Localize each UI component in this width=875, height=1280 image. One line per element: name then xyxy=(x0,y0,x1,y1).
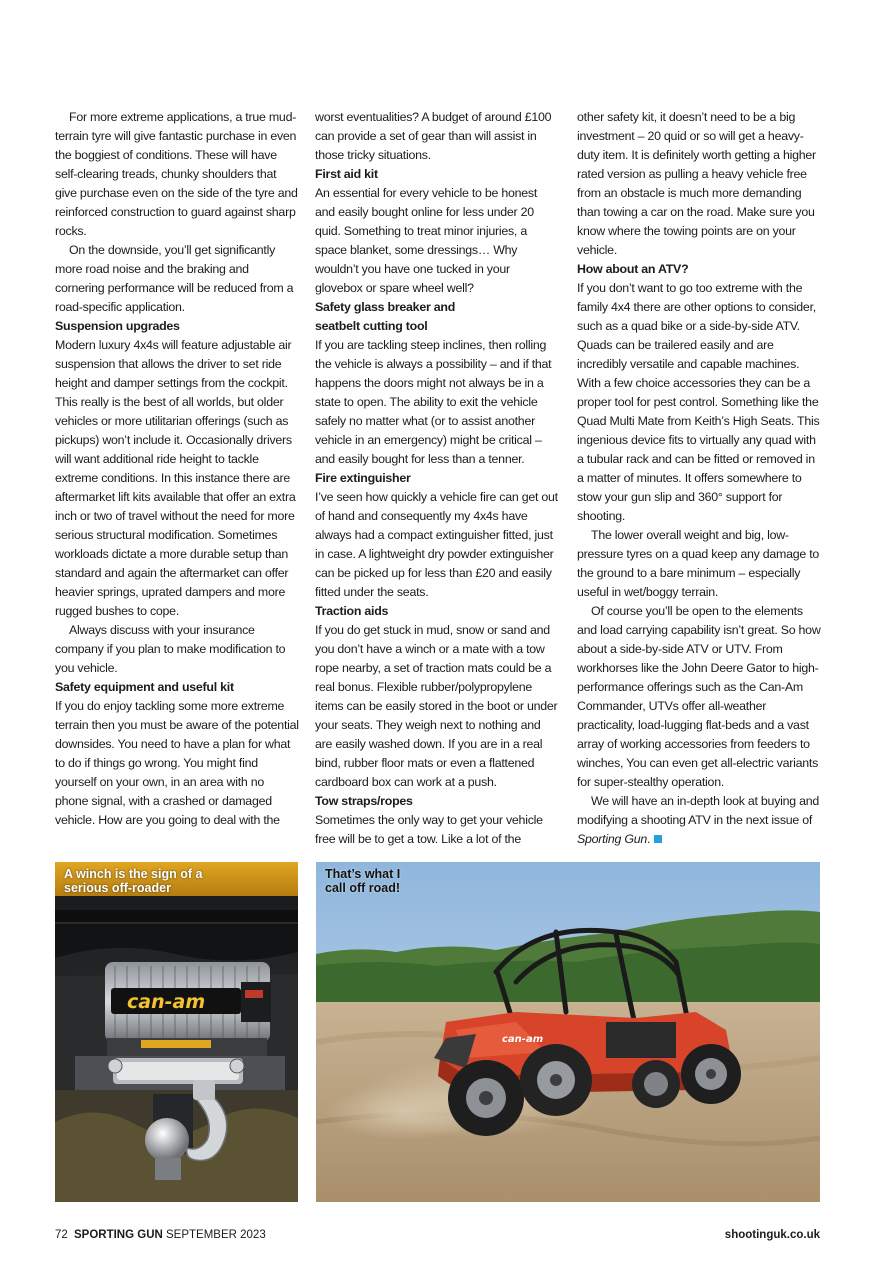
footer-issue-info xyxy=(55,1229,266,1241)
caption-line: That’s what I xyxy=(325,867,401,881)
brand-logo: can-am xyxy=(502,1034,544,1045)
paragraph: I’ve seen how quickly a vehicle fire can get out of hand and consequently my 4x4s have always had a compact extinguisher fitted, just in case. A lightweight dry powder extinguisher can be picked up for less than £20 and easily fitted under the seats. xyxy=(315,490,558,599)
photo-caption xyxy=(325,867,400,895)
text-run: . xyxy=(647,832,651,846)
magazine-name: SPORTING GUN xyxy=(74,1229,163,1241)
photo-caption xyxy=(64,867,202,895)
paragraph: An essential for every vehicle to be honest and easily bought online for less under 20 quid. Something to treat minor injuries, a space blanket, some dressings… Why wouldn’t you have one tucked in your glovebox or spare wheel well? xyxy=(315,186,538,295)
paragraph: If you don’t want to go too extreme with the family 4x4 there are other options to consider, such as a quad bike or a side-by-side ATV. Quads can be trailered easily and are incredibly versatile and capable machines. With a few choice accessories they can be a proper tool for pest control. Something like the Quad Multi Mate from Keith’s High Seats. This ingenious device fits to virtually any quad with a tubular rack and can be fitted or removed in a matter of minutes. It offers somewhere to stow your gun slip and 360° support for shooting. xyxy=(577,281,820,523)
paragraph: Modern luxury 4x4s will feature adjustable air suspension that allows the driver to set ride height and damper settings from the cockpit. This really is the best of all worlds, but older vehicles or more utilitarian offerings (such as pickups) won’t include it. Occasionally drivers will want additional ride height to tackle extreme conditions. In this instance there are aftermarket lift kits available that offer an extra inch or two of travel without the need for more serious structural modification. Sometimes workloads dictate a more durable setup than standard and again the aftermarket can offer heavier springs, uprated dampers and more rugged bushes to cope. xyxy=(55,338,296,618)
paragraph-final xyxy=(577,792,821,849)
paragraph: The lower overall weight and big, low-pressure tyres on a quad keep any damage to the ground to a bare minimum – especially useful in wet/boggy terrain. xyxy=(577,528,820,599)
article-column-2 xyxy=(315,108,559,849)
magazine-title: Sporting Gun xyxy=(577,832,648,846)
winch-photo xyxy=(55,862,298,1202)
winch-illustration xyxy=(55,862,298,1202)
section-heading: How about an ATV? xyxy=(577,262,689,276)
section-heading: Traction aids xyxy=(315,604,389,618)
paragraph: If you do enjoy tackling some more extreme terrain then you must be aware of the potential downsides. You need to have a plan for what to do if things go wrong. You might find yourself on your own, in an area with no phone signal, with a crashed or damaged vehicle. How are you going to deal with the xyxy=(55,699,299,827)
brand-logo: can-am xyxy=(127,991,206,1013)
paragraph: Always discuss with your insurance company if you plan to make modification to you vehicle. xyxy=(55,623,286,675)
utv-photo xyxy=(316,862,820,1202)
paragraph: If you do get stuck in mud, snow or sand and you don’t have a winch or a mate with a tow rope nearby, a set of traction mats could be a real bonus. Flexible rubber/polypropylene items can be easily stored in the boot or under your seats. They weigh next to nothing and are easily washed down. If you are in a real bind, rubber floor mats or even a flattened cardboard box can work at a push. xyxy=(315,623,558,789)
paragraph: Sometimes the only way to get your vehicle free will be to get a tow. Like a lot of the xyxy=(315,813,543,846)
paragraph: On the downside, you’ll get significantly more road noise and the braking and cornering performance will be reduced from a road-specific application. xyxy=(55,243,294,314)
end-mark-icon xyxy=(654,835,662,843)
issue-date: SEPTEMBER 2023 xyxy=(166,1229,266,1241)
section-heading: Safety equipment and useful kit xyxy=(55,680,234,694)
article-column-1 xyxy=(55,108,299,830)
wheel-front-left xyxy=(448,1060,524,1136)
caption-line: A winch is the sign of a xyxy=(64,867,203,881)
footer-website: shootinguk.co.uk xyxy=(724,1229,820,1241)
article-column-3 xyxy=(577,108,821,849)
page-number: 72 xyxy=(55,1229,68,1241)
section-heading: Fire extinguisher xyxy=(315,471,411,485)
paragraph: other safety kit, it doesn’t need to be a big investment – 20 quid or so will get a heavy-duty item. It is definitely worth getting a higher rated version as pulling a heavy vehicle free from an obstacle is much more demanding than towing a car on the road. Make sure you know where the towing points are on your vehicle. xyxy=(577,110,816,257)
caption-line: serious off-roader xyxy=(64,881,171,895)
section-heading: Suspension upgrades xyxy=(55,319,180,333)
caption-line: call off road! xyxy=(325,881,401,895)
utv-illustration xyxy=(316,862,820,1202)
text-run: We will have an in-depth look at buying and modifying a shooting ATV in the next issue of xyxy=(577,794,820,827)
paragraph: Of course you’ll be open to the elements and load carrying capability isn’t great. So how about a side-by-side ATV or UTV. From workhorses like the John Deere Gator to high-performance offerings such as the Can-Am Commander, UTVs offer all-weather practicality, load-lugging flat-beds and a vast array of working accessories from feeders to winches, You can even get all-electric variants for super-stealthy operation. xyxy=(577,604,821,789)
heading-line: Safety glass breaker and xyxy=(315,300,456,314)
section-heading: First aid kit xyxy=(315,167,378,181)
paragraph: worst eventualities? A budget of around £100 can provide a set of gear than will assist in those tricky situations. xyxy=(315,110,552,162)
section-heading xyxy=(315,298,559,336)
paragraph: For more extreme applications, a true mud-terrain tyre will give fantastic purchase in even the boggiest of conditions. These will have self-clearing treads, chunky shoulders that give purchase even on the side of the tyre and reinforced construction to guard against sharp rocks. xyxy=(55,110,298,238)
heading-line: seatbelt cutting tool xyxy=(315,319,428,333)
section-heading: Tow straps/ropes xyxy=(315,794,413,808)
paragraph: If you are tackling steep inclines, then rolling the vehicle is always a possibility – and if that happens the doors might not always be in a state to open. The ability to exit the vehicle safely no matter what (or to assist another vehicle in an emergency) might be critical – and easily bought for less than a tenner. xyxy=(315,338,552,466)
